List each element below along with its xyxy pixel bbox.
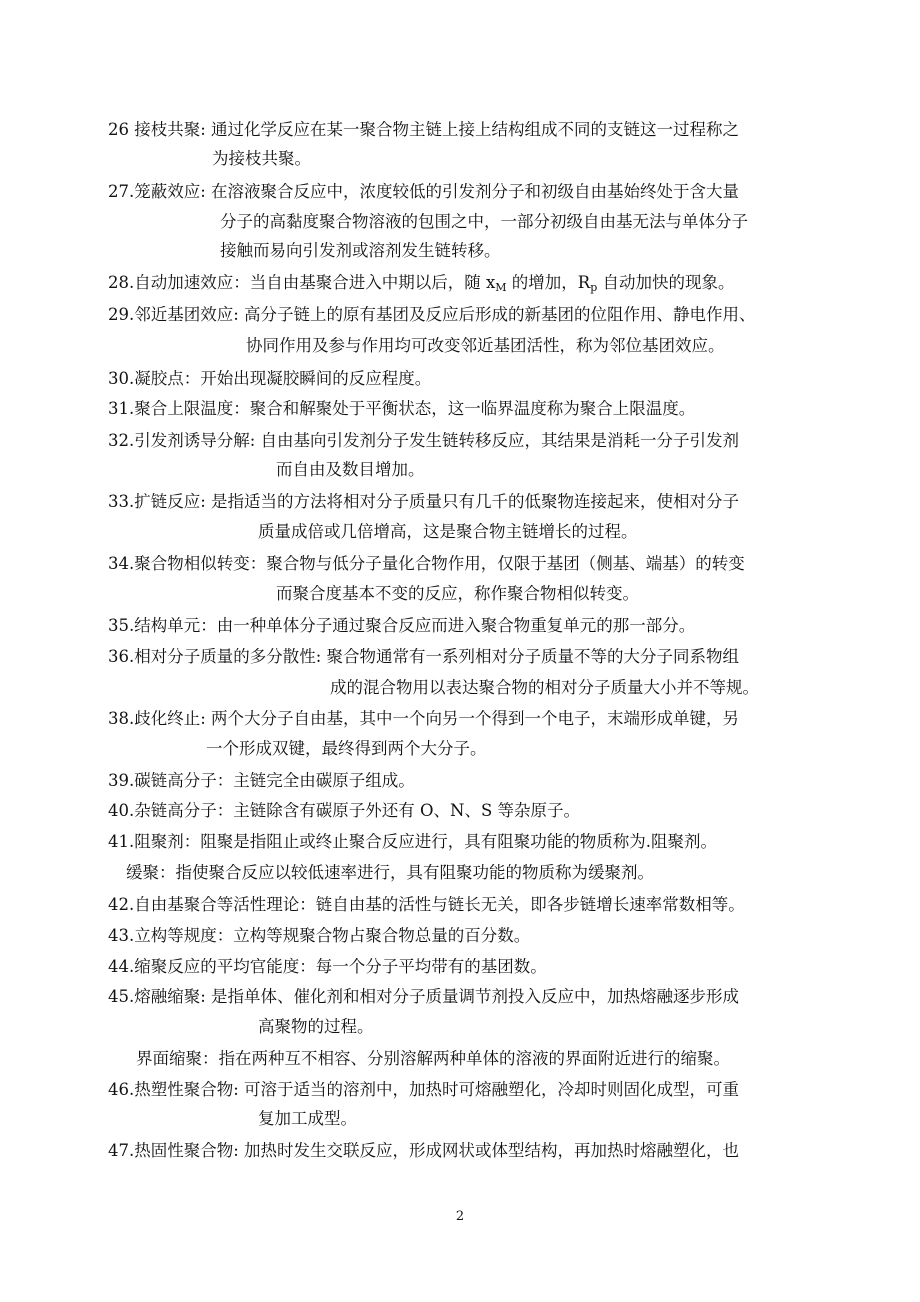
entry-40: 40.杂链高分子：主链除含有碳原子外还有 O、N、S 等杂原子。 bbox=[108, 801, 580, 820]
entry-31: 31.聚合上限温度：聚合和解聚处于平衡状态，这一临界温度称为聚合上限温度。 bbox=[108, 399, 696, 418]
entry-30: 30.凝胶点：开始出现凝胶瞬间的反应程度。 bbox=[108, 369, 432, 388]
entry-27-line-1: 27.笼蔽效应: 在溶液聚合反应中，浓度较低的引发剂分子和初级自由基始终处于含大量 bbox=[108, 182, 740, 201]
entry-29-line-1: 29.邻近基团效应: 高分子链上的原有基团及反应后形成的新基团的位阻作用、静电作用、 bbox=[108, 305, 756, 324]
entry-27-line-3: 接触而易向引发剂或溶剂发生链转移。 bbox=[220, 241, 501, 260]
entry-26-line-2: 为接枝共聚。 bbox=[212, 149, 311, 168]
page-number: 2 bbox=[455, 1209, 465, 1224]
entry-32-line-2: 而自由及数目增加。 bbox=[276, 460, 425, 479]
entry-45-line-3: 界面缩聚：指在两种互不相容、分别溶解两种单体的溶液的界面附近进行的缩聚。 bbox=[136, 1049, 730, 1068]
entry-38-line-1: 38.歧化终止: 两个大分子自由基，其中一个向另一个得到一个电子，末端形成单键，另 bbox=[108, 709, 740, 728]
entry-46-line-1: 46.热塑性聚合物: 可溶于适当的溶剂中，加热时可熔融塑化，冷却时则固化成型，可重 bbox=[108, 1080, 740, 1099]
entry-38-line-2: 一个形成双键，最终得到两个大分子。 bbox=[206, 739, 487, 758]
entry-41-line-1: 41.阻聚剂：阻聚是指阻止或终止聚合反应进行，具有阻聚功能的物质称为.阻聚剂。 bbox=[108, 832, 717, 851]
entry-33-line-2: 质量成倍或几倍增高，这是聚合物主链增长的过程。 bbox=[258, 522, 638, 541]
entry-43: 43.立构等规度：立构等规聚合物占聚合物总量的百分数。 bbox=[108, 926, 531, 945]
entry-27-line-2: 分子的高黏度聚合物溶液的包围之中，一部分初级自由基无法与单体分子 bbox=[220, 212, 748, 231]
entry-34-line-1: 34.聚合物相似转变：聚合物与低分子量化合物作用，仅限于基团（侧基、端基）的转变 bbox=[108, 554, 745, 573]
entry-45-line-2: 高聚物的过程。 bbox=[258, 1017, 374, 1036]
entry-45-line-1: 45.熔融缩聚: 是指单体、催化剂和相对分子质量调节剂投入反应中，加热熔融逐步形成 bbox=[108, 987, 740, 1006]
entry-46-line-2: 复加工成型。 bbox=[258, 1109, 357, 1128]
entry-36-line-2: 成的混合物用以表达聚合物的相对分子质量大小并不等规。 bbox=[330, 678, 759, 697]
entry-33-line-1: 33.扩链反应: 是指适当的方法将相对分子质量只有几千的低聚物连接起来，使相对分子 bbox=[108, 492, 740, 511]
entry-26-line-1: 26 接枝共聚: 通过化学反应在某一聚合物主链上接上结构组成不同的支链这一过程称之 bbox=[108, 120, 740, 139]
entry-28: 28.自动加速效应：当自由基聚合进入中期以后，随 $x_M$ 的增加，$R_p$ 自动加快的现象。 bbox=[108, 273, 735, 294]
entry-32-line-1: 32.引发剂诱导分解: 自由基向引发剂分子发生链转移反应，其结果是消耗一分子引发剂 bbox=[108, 431, 740, 450]
entry-47-line-1: 47.热固性聚合物: 加热时发生交联反应，形成网状或体型结构，再加热时熔融塑化，也 bbox=[108, 1141, 740, 1160]
entry-42: 42.自由基聚合等活性理论：链自由基的活性与链长无关，即各步链增长速率常数相等。 bbox=[108, 895, 745, 914]
entry-29-line-2: 协同作用及参与作用均可改变邻近基团活性，称为邻位基团效应。 bbox=[246, 336, 725, 355]
entry-39: 39.碳链高分子：主链完全由碳原子组成。 bbox=[108, 771, 415, 790]
entry-36-line-1: 36.相对分子质量的多分散性: 聚合物通常有一系列相对分子质量不等的大分子同系物组 bbox=[108, 647, 740, 666]
entry-35: 35.结构单元：由一种单体分子通过聚合反应而进入聚合物重复单元的那一部分。 bbox=[108, 616, 696, 635]
entry-34-line-2: 而聚合度基本不变的反应，称作聚合物相似转变。 bbox=[276, 584, 639, 603]
entry-41-line-2: 缓聚：指使聚合反应以较低速率进行，具有阻聚功能的物质称为缓聚剂。 bbox=[126, 863, 654, 882]
entry-44: 44.缩聚反应的平均官能度：每一个分子平均带有的基团数。 bbox=[108, 957, 547, 976]
